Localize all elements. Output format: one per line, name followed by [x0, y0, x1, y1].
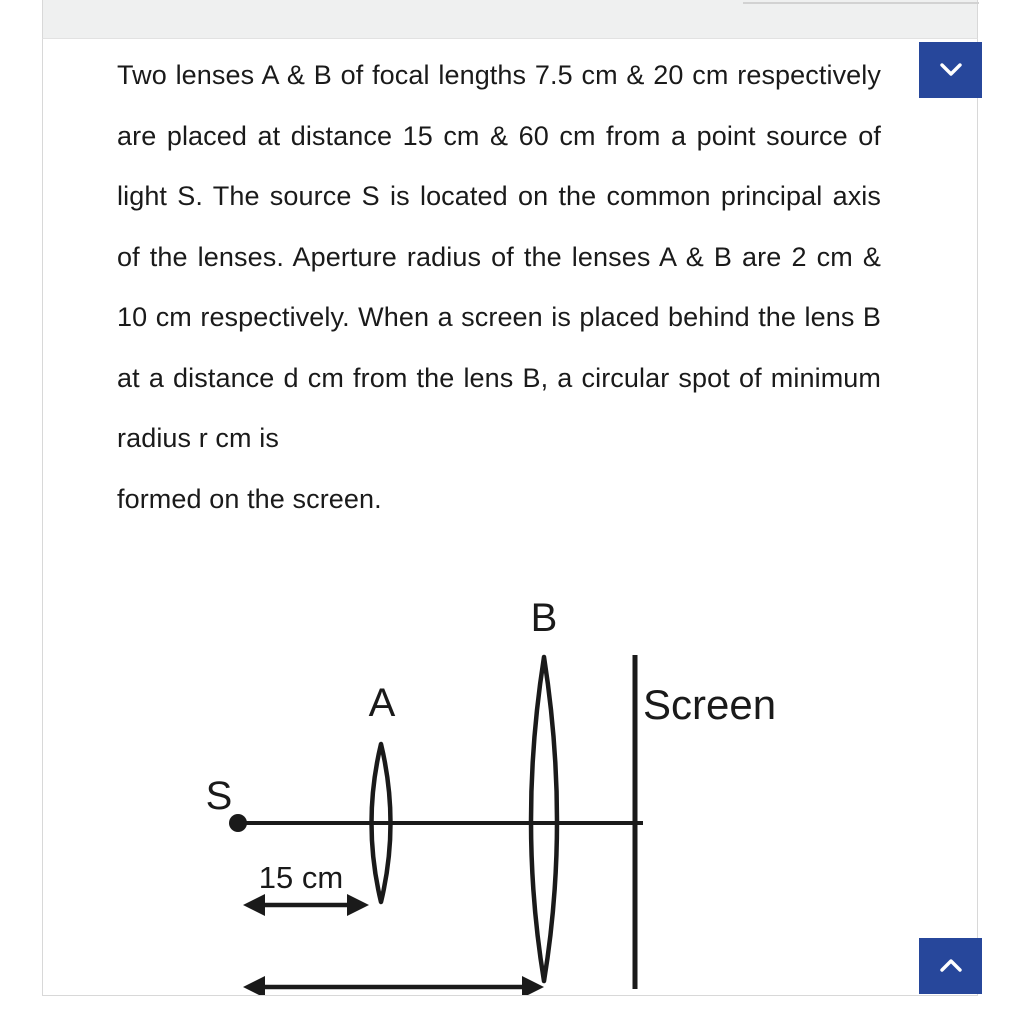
question-paragraph-last-line: formed on the screen.	[117, 483, 382, 514]
lens-a-label: A	[368, 681, 396, 725]
header-divider-rule	[743, 2, 979, 4]
scroll-down-button[interactable]	[919, 42, 982, 98]
chevron-down-icon	[940, 63, 962, 77]
scroll-up-button[interactable]	[919, 938, 982, 994]
page-header-band	[42, 0, 978, 38]
question-text-block	[117, 45, 881, 529]
chevron-up-icon	[940, 959, 962, 973]
source-label: S	[205, 774, 233, 818]
question-paragraph: Two lenses A & B of focal lengths 7.5 cm & 20 cm respectively are placed at distance 15 cm & 60 cm from a point source of light S. The source S is located on the common principal axis of the lenses. Aperture radius of the lenses A & B are 2 cm & 10 cm respectively. When a screen is placed behind the lens B at a distance d cm from the lens B, a circular spot of minimum radius r cm is	[117, 60, 881, 453]
lens-b-shape	[531, 657, 557, 981]
distance-b-arrow	[243, 976, 544, 995]
optics-diagram-svg	[43, 559, 977, 995]
screen-label: Screen	[643, 681, 777, 728]
distance-a-arrow	[243, 894, 369, 916]
question-card	[42, 38, 978, 996]
distance-a-label: 15 cm	[258, 860, 344, 895]
optics-diagram	[43, 559, 977, 995]
lens-b-label: B	[530, 596, 558, 640]
